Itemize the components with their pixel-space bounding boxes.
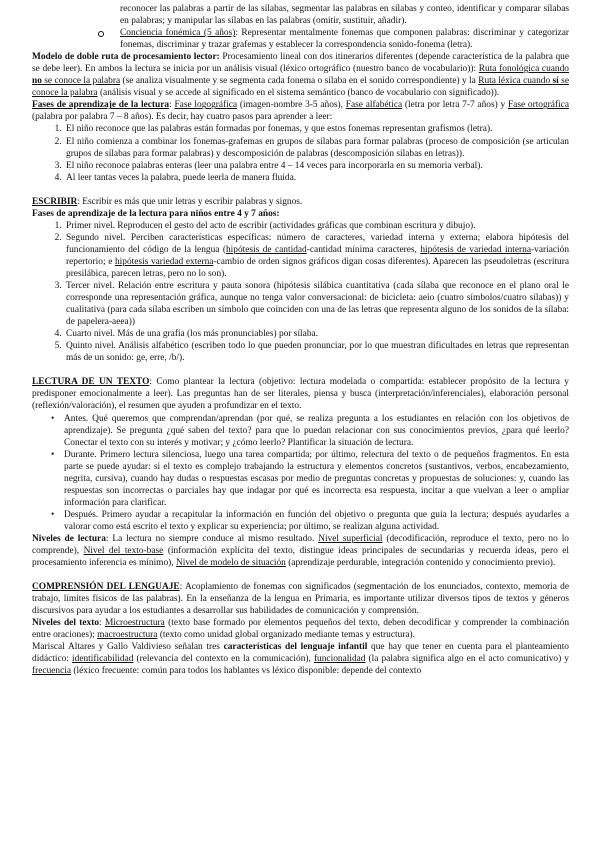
phonological-continuation: reconocer las palabras a partir de las sílabas, segmentar las palabras en sílabas y conteo, identificar y comparar sílabas en palabras; y manipular las sílabas en las palabras (omitir, sustituir, añadir). xyxy=(120,4,569,27)
reading-phases-paragraph: Fases de aprendizaje de la lectura: Fase logográfica (imagen-nombre 3-5 años), Fase alfabética (letra por letra 7-7 años) y Fase ortográfica (palabra por palabra 7 – 8 años). Es decir, hay cuatro pasos para aprender a leer: xyxy=(32,100,570,123)
reading-phases-heading: Fases de aprendizaje de la lectura xyxy=(32,100,170,111)
reading-steps-list xyxy=(32,123,569,183)
list-item: 2. El niño comienza a combinar los fonemas-grafemas en grupos de sílabas para formar palabras (proceso de composición (se articulan grupos de sílabas para formar palabras) y descomposición de palabras (descomposición sílabas en letras)). xyxy=(64,136,569,160)
spacer xyxy=(32,364,569,376)
list-item: 3. El niño reconoce palabras enteras (leer una palabra entre 4 – 14 veces para incorporarla en su memoria verbal). xyxy=(64,160,569,172)
writing-phases-heading: Fases de aprendizaje de la lectura para niños entre 4 y 7 años: xyxy=(32,208,280,219)
phonemic-awareness-item: Conciencia fonémica (5 años): Representar mentalmente fonemas que componen palabras: discriminar y categorizar fonemas, discriminar y trazar grafemas y establecer la correspondencia sonido-fonema (letra). xyxy=(120,28,569,51)
orthographic-phase: Fase ortográfica xyxy=(507,100,570,111)
list-item: 5. Quinto nivel. Análisis alfabético (escriben todo lo que pueden pronunciar, por lo que muestran dificultades en letras que representan más de un sonido: ge, erre, /b/). xyxy=(64,340,569,364)
phonemic-awareness-term: Conciencia fonémica (5 años) xyxy=(120,28,236,39)
text-levels-heading: Niveles del texto xyxy=(32,618,100,629)
dual-route-paragraph: Modelo de doble ruta de procesamiento lector: Procesamiento lineal con dos itinerarios diferentes (depende característica de la palabra que se debe leer). En ambos la lectura se inicia por un análisis visual (léxico ortográfico (nuestro banco de vocabulario)): Ruta fonológica cuando no se conoce la palabra (se analiza visualmente y se segmenta cada fonema o sílaba en el sonido correspondiente) y la Ruta léxica cuando sí se conoce la palabra (análisis visual y se accede al significado en el sistema semántico (banco de vocabulario con significado)). xyxy=(32,52,569,99)
logographic-phase: Fase logográfica xyxy=(174,100,238,111)
comprehension-paragraph: COMPRENSIÓN DEL LENGUAJE: Acoplamiento de fonemas con significados (segmentación de los enunciados, contexto, memoria de trabajo, límites físicos de las palabras). En la enseñanza de la lengua en Primaria, es importante utilizar diversos tipos de textos y géneros discursivos para ayudar a los estudiantes a desarrollar sus habilidades de comunicación y comprensión. xyxy=(32,582,569,617)
list-item: 2. Segundo nivel. Perciben características específicas: número de caracteres, variedad interna y externa; elabora hipótesis del funcionamiento del código de la lengua (hipótesis de cantidad-cantidad mínima caracteres, hipótesis de variedad interna-variación repertorio; e hipótesis variedad externa-cambio de orden signos gráficos digan cosas diferentes). Aparecen las pseudoletras (escritura presilábica, parecen letras, pero no lo son). xyxy=(64,232,569,280)
comprehension-heading: COMPRENSIÓN DEL LENGUAJE xyxy=(32,582,180,593)
text-levels-paragraph: Niveles del texto: Microestructura (texto base formado por elementos pequeños del texto, deben decodificar y comprender la combinación entre oraciones); macroestructura (texto como unidad global organizado mediante temas y estructura). xyxy=(32,618,570,641)
list-item: 4. Al leer tantas veces la palabra, puede leerla de manera fluida. xyxy=(64,172,569,184)
list-item: • Después. Primero ayudar a recapitular la información en función del objetivo o pregunta que guía la lectura; después ayudarles a valorar como está escrito el texto y explicar su experiencia; por último, se realizan alguna actividad. xyxy=(64,509,569,533)
reading-levels-heading: Niveles de lectura xyxy=(32,533,106,544)
spacer xyxy=(32,569,569,581)
writing-paragraph: ESCRIBIR: Escribir es más que unir letras y escribir palabras y signos. xyxy=(32,196,303,207)
writing-levels-list xyxy=(32,220,569,365)
child-language-paragraph: Mariscal Altares y Gallo Valdivieso señalan tres características del lenguaje infantil que hay que tener en cuenta para el planteamiento didáctico: identificabilidad (relevancia del contexto en la comunicación), funcionalidad (la palabra significa algo en el acto comunicativo) y frecuencia (léxico frecuente: común para todos los hablantes vs léxico disponible: depende del contexto xyxy=(32,642,569,677)
text-reading-heading: LECTURA DE UN TEXTO xyxy=(32,377,150,388)
spacer xyxy=(32,184,569,196)
phonemic-awareness-list xyxy=(32,27,569,51)
text-reading-paragraph: LECTURA DE UN TEXTO: Como plantear la lectura (objetivo: lectura modelada o compartida: establecer propósito de la lectura y predisponer emocionalmente a leer). Las preguntas han de ser literales, piensa y busca (interpretación/inferenciales), elaboración personal (reflexión/valoración), el resumen que ayuden a profundizar en el texto. xyxy=(32,377,569,412)
reading-stages-list xyxy=(32,413,569,533)
list-item: 4. Cuarto nivel. Más de una grafía (los más pronunciables) por sílaba. xyxy=(64,328,569,340)
list-item: • Durante. Primero lectura silenciosa, luego una tarea compartida; por último, relectura del texto o de pequeños fragmentos. En esta parte se puede ayudar: si el texto es complejo trabajando la estructura y elementos concretos (sustantivos, verbos, encabezamiento, negrita, cursiva), cuando hay dudas o respuestas escasas por medio de preguntas concretas y propuestas de soluciones: y, cuando las respuestas son incorrectas o parciales hay que indagar por qué es incorrecta esa respuesta, incitar a que vuelvan a leer o ampliar información para clarificar. xyxy=(64,449,569,509)
list-item: 3. Tercer nivel. Relación entre escritura y pauta sonora (hipótesis silábica cuantitativa (cada sílaba que reconoce en el plano oral le corresponde una representación gráfica, aunque no tenga valor conversacional: de bicicleta: aeio (cuatro símbolos/cuatro sílabas)) y cualitativa (para cada sílaba escriben un símbolo que coinciden con una de las letras que representa alguno de los sonidos de la sílaba: de papelera-aeea)) xyxy=(64,280,569,328)
phonological-route: Ruta fonológica cuando no se conoce la palabra xyxy=(32,64,569,87)
list-item: 1. El niño reconoce que las palabras están formadas por fonemas, y que estos fonemas representan grafismos (letra). xyxy=(64,123,569,135)
writing-heading: ESCRIBIR xyxy=(32,196,78,207)
list-item: • Antes. Qué queremos que comprendan/aprendan (por qué, se realiza pregunta a los estudiantes en relación con los objetivos de aprendizaje). Se pregunta ¿qué saben del texto? para que lo puedan relacionar con sus conocimientos previos, ¿para qué leerlo? Conectar el texto con su interés y motivar; y ¿cómo leerlo? Plantificar la situación de lectura. xyxy=(64,413,569,449)
lexical-route: Ruta léxica cuando sí se conoce la palabra xyxy=(32,76,569,99)
dual-route-heading: Modelo de doble ruta de procesamiento lector: xyxy=(32,52,220,63)
list-item: 1. Primer nivel. Reproducen el gesto del acto de escribir (actividades gráficas que combinan escritura y dibujo). xyxy=(64,220,569,232)
alphabetic-phase: Fase alfabética xyxy=(345,100,403,111)
reading-levels-paragraph: Niveles de lectura: La lectura no siempre conduce al mismo resultado. Nivel superficial (decodificación, reproduce el texto, pero no lo comprende), Nivel del texto-base (información explícita del texto, distingue ideas principales de secundarias y recuerda ideas, pero el procesamiento inferencia es mínimo), Nivel de modelo de situación (aprendizaje perdurable, integración contenido y conocimiento previo). xyxy=(32,533,569,569)
